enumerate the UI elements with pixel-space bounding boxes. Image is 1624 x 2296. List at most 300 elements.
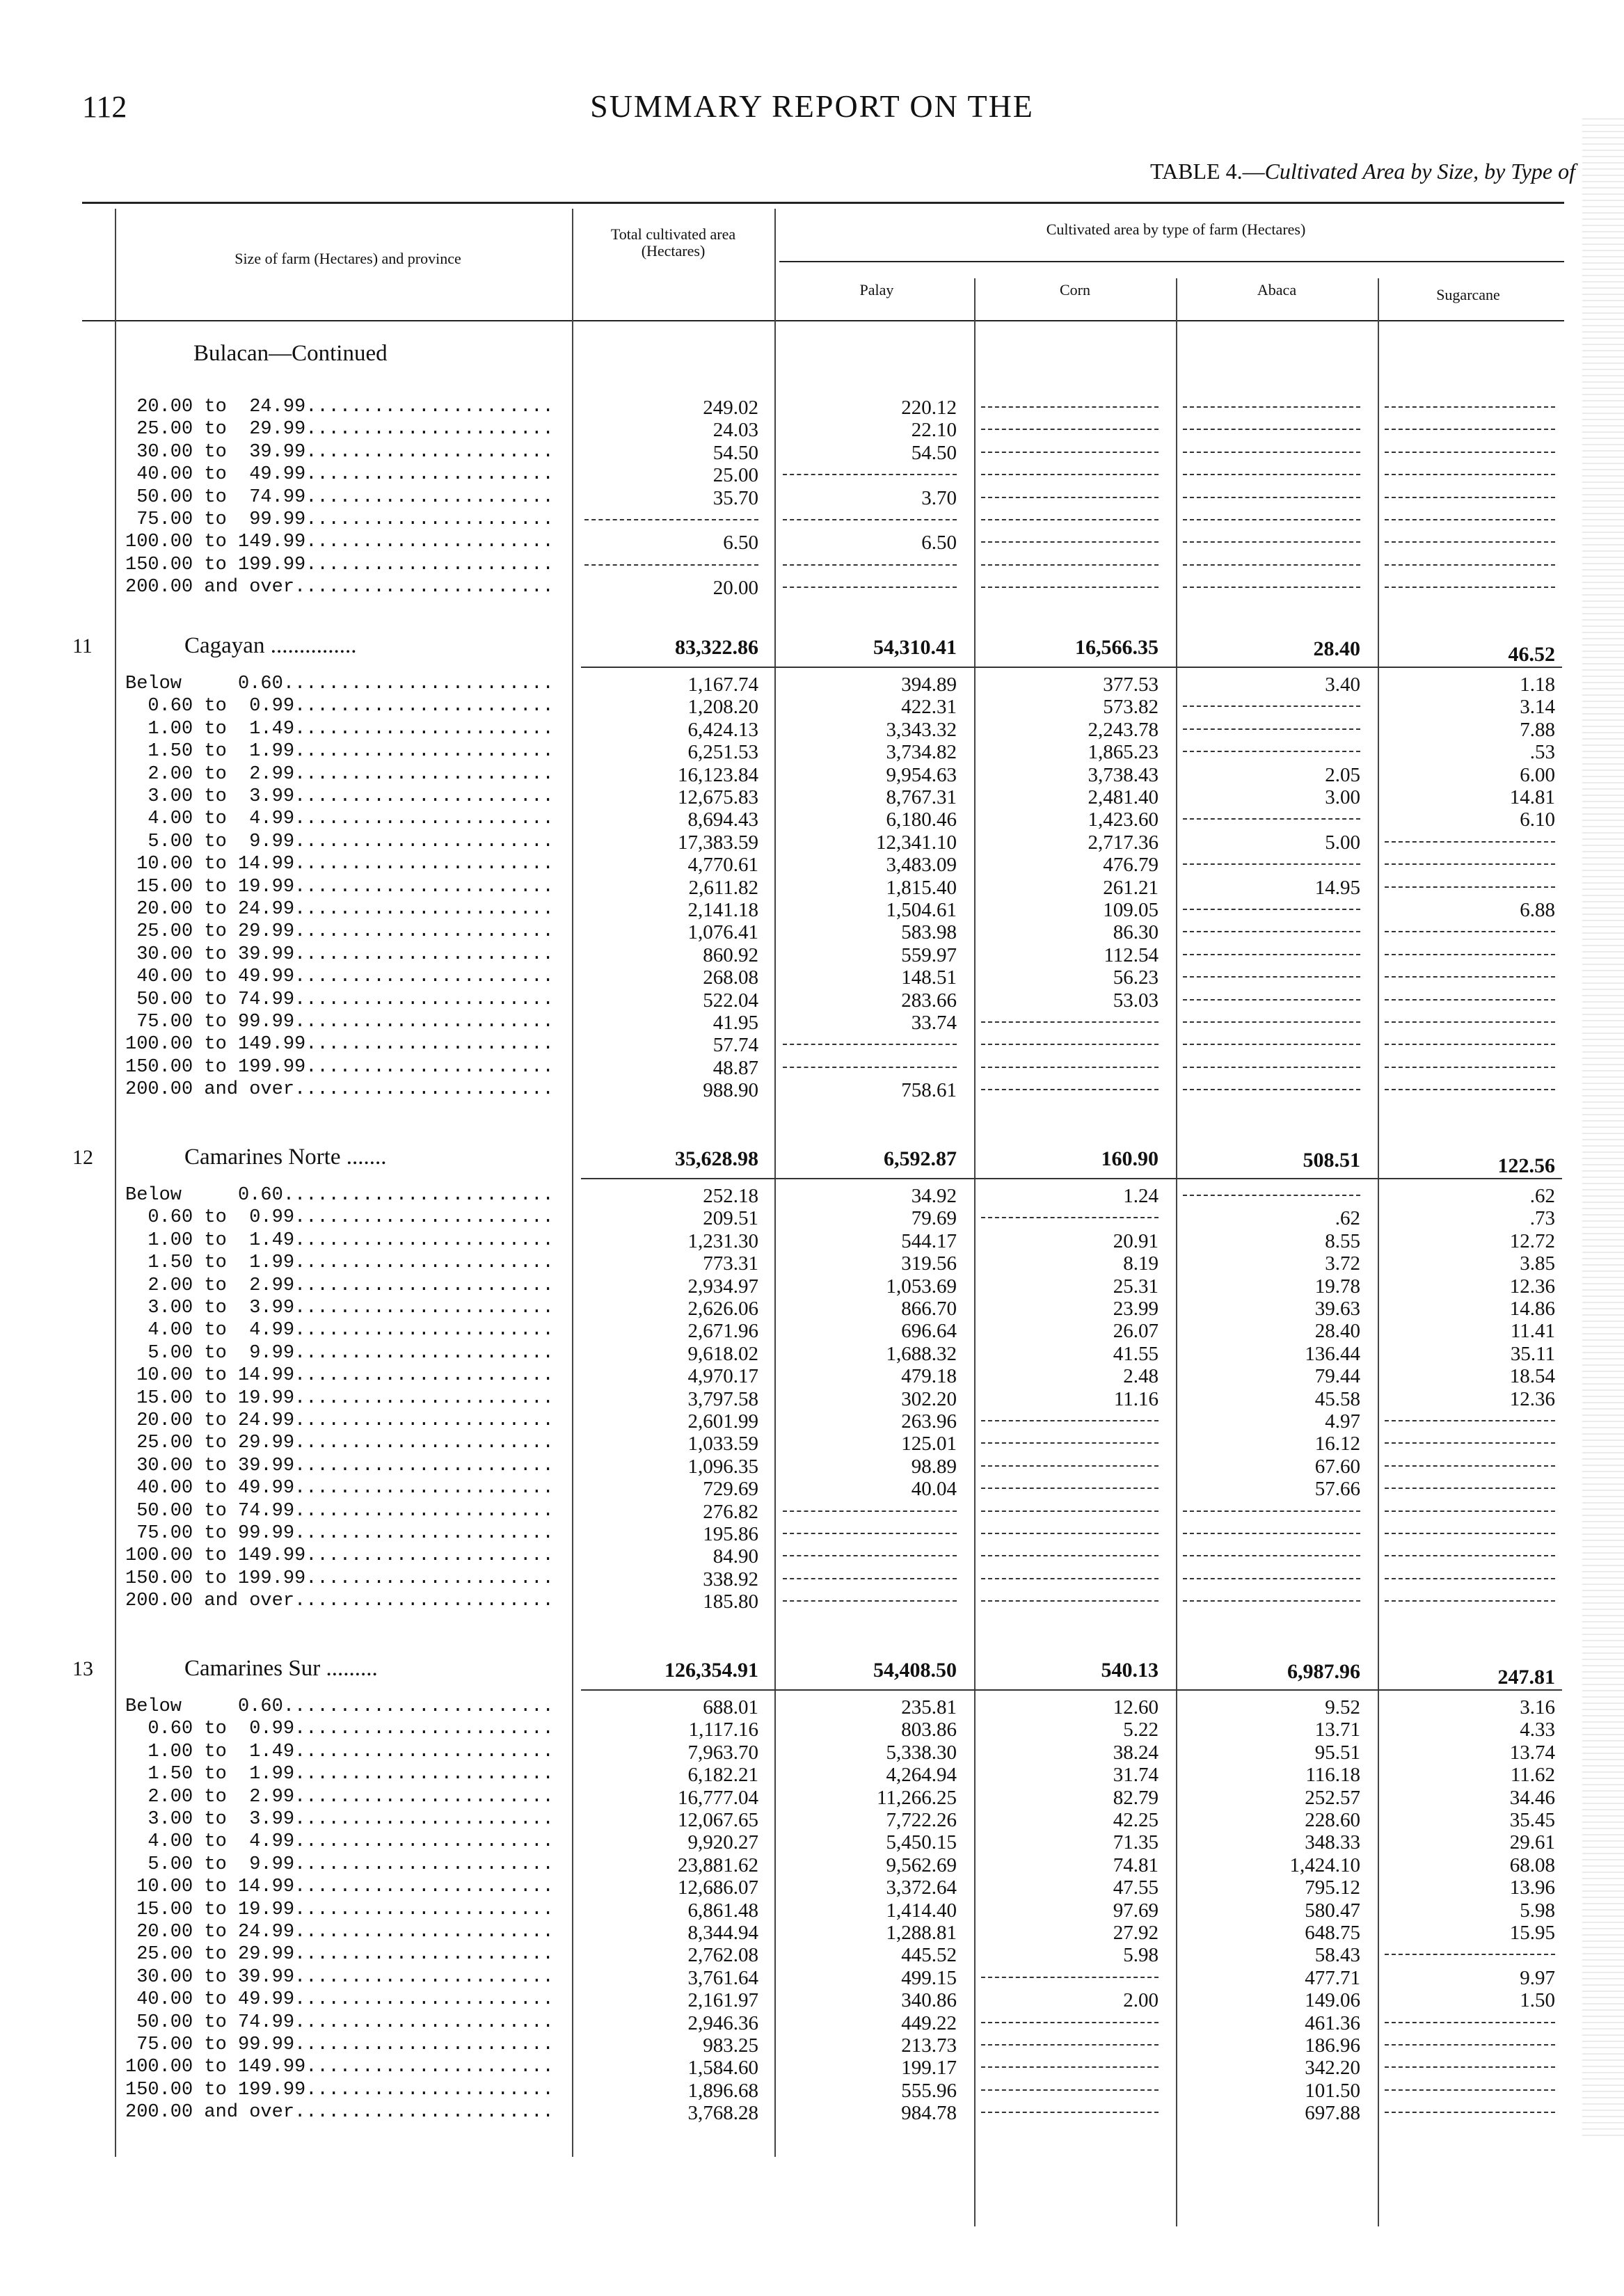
cell-value: 22.10 xyxy=(911,419,957,442)
empty-cell-leader xyxy=(1385,429,1555,430)
empty-cell-leader xyxy=(783,1555,957,1556)
cell-value: 148.51 xyxy=(901,966,957,989)
cell-value: .53 xyxy=(1529,741,1555,764)
section-number: 13 xyxy=(72,1657,93,1680)
empty-cell-leader xyxy=(1183,474,1360,475)
cell-value: 2,161.97 xyxy=(687,1989,758,2012)
row-size-label: 4.00 to 4.99....................... xyxy=(125,808,554,830)
empty-cell-leader xyxy=(981,1488,1159,1489)
row-size-label: 75.00 to 99.99....................... xyxy=(125,1012,554,1033)
cell-value: 729.69 xyxy=(703,1478,758,1501)
row-size-label: 4.00 to 4.99....................... xyxy=(125,1831,554,1853)
table-row xyxy=(0,1320,1624,1342)
row-size-label: 1.50 to 1.99....................... xyxy=(125,741,554,763)
cell-value: 16.12 xyxy=(1314,1433,1360,1456)
row-size-label: 100.00 to 149.99...................... xyxy=(125,2057,554,2078)
cell-value: 26.07 xyxy=(1113,1320,1159,1343)
empty-cell-leader xyxy=(1385,1465,1555,1467)
table-row xyxy=(0,1501,1624,1523)
row-size-label: 40.00 to 49.99....................... xyxy=(125,1478,554,1499)
empty-cell-leader xyxy=(981,1465,1159,1467)
section-total-value: 16,566.35 xyxy=(1075,636,1159,659)
cell-value: 3.16 xyxy=(1520,1696,1555,1719)
table-row xyxy=(0,673,1624,696)
cell-value: 461.36 xyxy=(1305,2011,1360,2034)
cell-value: 476.79 xyxy=(1103,854,1159,877)
table-row xyxy=(0,2034,1624,2057)
cell-value: 2,934.97 xyxy=(687,1275,758,1298)
col-header-abaca: Abaca xyxy=(1257,281,1297,298)
cell-value: 6.50 xyxy=(921,532,957,555)
row-size-label: 25.00 to 29.99....................... xyxy=(125,921,554,943)
cell-value: 2.05 xyxy=(1325,763,1360,786)
empty-cell-leader xyxy=(1385,587,1555,588)
cell-value: 45.58 xyxy=(1314,1387,1360,1410)
table-row xyxy=(0,899,1624,921)
row-size-label: 2.00 to 2.99....................... xyxy=(125,1786,554,1808)
cell-value: 6,182.21 xyxy=(687,1764,758,1787)
row-size-label: 200.00 and over....................... xyxy=(125,577,554,598)
scan-edge-noise xyxy=(1582,118,1624,2136)
section-total-value: 54,408.50 xyxy=(873,1659,957,1682)
empty-cell-leader xyxy=(1385,2044,1555,2046)
cell-value: 14.95 xyxy=(1314,876,1360,899)
table-row xyxy=(0,1787,1624,1809)
table-row xyxy=(0,1034,1624,1056)
section-total-value: 508.51 xyxy=(1303,1149,1360,1172)
cell-value: 1,231.30 xyxy=(687,1229,758,1252)
cell-value: 54.50 xyxy=(713,441,758,464)
empty-cell-leader xyxy=(1183,587,1360,588)
cell-value: 3.00 xyxy=(1325,786,1360,808)
cell-value: 97.69 xyxy=(1113,1899,1159,1922)
row-size-label: 10.00 to 14.99....................... xyxy=(125,1876,554,1898)
col-header-size: Size of farm (Hectares) and province xyxy=(234,250,461,267)
cell-value: 23,881.62 xyxy=(678,1853,758,1876)
cell-value: 422.31 xyxy=(901,696,957,719)
header-bottom-rule xyxy=(82,320,1564,321)
row-size-label: 40.00 to 49.99....................... xyxy=(125,1989,554,2011)
cell-value: 348.33 xyxy=(1305,1831,1360,1854)
cell-value: 38.24 xyxy=(1113,1741,1159,1764)
table-top-rule xyxy=(82,202,1564,204)
cell-value: 17,383.59 xyxy=(678,831,758,854)
cell-value: 449.22 xyxy=(901,2011,957,2034)
table-row xyxy=(0,764,1624,786)
group-header-rule xyxy=(779,261,1564,262)
empty-cell-leader xyxy=(1385,452,1555,453)
empty-cell-leader xyxy=(1183,1578,1360,1579)
cell-value: 803.86 xyxy=(901,1719,957,1741)
empty-cell-leader xyxy=(981,1067,1159,1068)
col-header-sugarcane: Sugarcane xyxy=(1436,286,1500,303)
cell-value: 25.00 xyxy=(713,464,758,487)
row-size-label: 0.60 to 0.99....................... xyxy=(125,696,554,717)
cell-value: 101.50 xyxy=(1305,2079,1360,2102)
cell-value: 31.74 xyxy=(1113,1764,1159,1787)
empty-cell-leader xyxy=(1385,863,1555,865)
section-total-value: 54,310.41 xyxy=(873,636,957,659)
empty-cell-leader xyxy=(783,1600,957,1602)
empty-cell-leader xyxy=(981,519,1159,520)
cell-value: 3,768.28 xyxy=(687,2102,758,2125)
table-row xyxy=(0,854,1624,876)
table-row xyxy=(0,1252,1624,1275)
cell-value: 394.89 xyxy=(901,673,957,696)
row-size-label: 1.00 to 1.49....................... xyxy=(125,1741,554,1762)
cell-value: 1,167.74 xyxy=(687,673,758,696)
cell-value: 276.82 xyxy=(703,1500,758,1523)
cell-value: 27.92 xyxy=(1113,1922,1159,1944)
empty-cell-leader xyxy=(1385,1442,1555,1444)
cell-value: 35.11 xyxy=(1510,1342,1555,1365)
cell-value: 2,481.40 xyxy=(1088,786,1159,808)
empty-cell-leader xyxy=(981,452,1159,453)
col-header-group: Cultivated area by type of farm (Hectares) xyxy=(1046,221,1306,238)
cell-value: 39.63 xyxy=(1314,1298,1360,1320)
section-total-value: 35,628.98 xyxy=(675,1147,758,1170)
row-size-label: 20.00 to 24.99....................... xyxy=(125,1922,554,1943)
cell-value: 82.79 xyxy=(1113,1786,1159,1809)
cell-value: 6.50 xyxy=(723,532,758,555)
empty-cell-leader xyxy=(1385,999,1555,1000)
cell-value: 866.70 xyxy=(901,1298,957,1320)
cell-value: 1,117.16 xyxy=(688,1719,758,1741)
empty-cell-leader xyxy=(981,1600,1159,1602)
cell-value: 13.74 xyxy=(1509,1741,1555,1764)
empty-cell-leader xyxy=(1385,1533,1555,1534)
empty-cell-leader xyxy=(783,1044,957,1045)
empty-cell-leader xyxy=(1183,976,1360,978)
cell-value: 54.50 xyxy=(911,441,957,464)
table-row xyxy=(0,1719,1624,1741)
cell-value: 5,338.30 xyxy=(886,1741,957,1764)
cell-value: 2,243.78 xyxy=(1088,718,1159,741)
table-row xyxy=(0,1922,1624,1944)
cell-value: 573.82 xyxy=(1103,696,1159,719)
row-size-label: 3.00 to 3.99....................... xyxy=(125,786,554,807)
table-row xyxy=(0,1456,1624,1478)
empty-cell-leader xyxy=(981,1217,1159,1218)
cell-value: 1,053.69 xyxy=(886,1275,957,1298)
row-size-label: 100.00 to 149.99...................... xyxy=(125,1545,554,1567)
cell-value: 1,288.81 xyxy=(886,1922,957,1944)
row-size-label: Below 0.60........................ xyxy=(125,1696,554,1717)
cell-value: 773.31 xyxy=(703,1252,758,1275)
cell-value: 860.92 xyxy=(703,943,758,966)
table-row xyxy=(0,509,1624,532)
empty-cell-leader xyxy=(981,1044,1159,1045)
cell-value: 1.50 xyxy=(1520,1989,1555,2012)
cell-value: 109.05 xyxy=(1103,899,1159,921)
table-row xyxy=(0,1185,1624,1207)
empty-cell-leader xyxy=(783,564,957,566)
cell-value: 186.96 xyxy=(1305,2034,1360,2057)
cell-value: 477.71 xyxy=(1305,1966,1360,1989)
cell-value: .73 xyxy=(1529,1207,1555,1230)
empty-cell-leader xyxy=(1183,751,1360,752)
table-row xyxy=(0,1944,1624,1966)
cell-value: 86.30 xyxy=(1113,921,1159,944)
row-size-label: 50.00 to 74.99...................... xyxy=(125,486,554,508)
table-row xyxy=(0,989,1624,1012)
running-head: SUMMARY REPORT ON THE xyxy=(590,88,1034,124)
table-row xyxy=(0,1433,1624,1455)
cell-value: 1,865.23 xyxy=(1088,741,1159,764)
cell-value: .62 xyxy=(1335,1207,1360,1230)
row-size-label: 2.00 to 2.99....................... xyxy=(125,1275,554,1296)
col-header-total: Total cultivated area (Hectares) xyxy=(610,225,736,260)
cell-value: 16,777.04 xyxy=(678,1786,758,1809)
cell-value: 984.78 xyxy=(901,2102,957,2125)
cell-value: 11.41 xyxy=(1510,1320,1555,1343)
row-size-label: 150.00 to 199.99...................... xyxy=(125,1568,554,1589)
empty-cell-leader xyxy=(1385,841,1555,843)
cell-value: 2,141.18 xyxy=(687,899,758,921)
cell-value: 544.17 xyxy=(901,1229,957,1252)
cell-value: 71.35 xyxy=(1113,1831,1159,1854)
cell-value: 12,067.65 xyxy=(678,1809,758,1831)
table-row xyxy=(0,2057,1624,2079)
table-row xyxy=(0,464,1624,486)
cell-value: 24.03 xyxy=(713,419,758,442)
cell-value: 1,688.32 xyxy=(886,1342,957,1365)
cell-value: 12.36 xyxy=(1509,1275,1555,1298)
row-size-label: 30.00 to 39.99....................... xyxy=(125,1455,554,1476)
empty-cell-leader xyxy=(1183,818,1360,820)
empty-cell-leader xyxy=(1385,1600,1555,1602)
table-row xyxy=(0,1275,1624,1298)
empty-cell-leader xyxy=(981,429,1159,430)
table-row xyxy=(0,2012,1624,2034)
cell-value: 5.22 xyxy=(1123,1719,1159,1741)
row-size-label: 20.00 to 24.99....................... xyxy=(125,899,554,920)
cell-value: 13.71 xyxy=(1314,1719,1360,1741)
row-size-label: 150.00 to 199.99...................... xyxy=(125,1056,554,1078)
table-row xyxy=(0,741,1624,763)
empty-cell-leader xyxy=(981,1578,1159,1579)
table-row xyxy=(0,921,1624,943)
empty-cell-leader xyxy=(981,1533,1159,1534)
row-size-label: 100.00 to 149.99...................... xyxy=(125,532,554,553)
table-row xyxy=(0,966,1624,989)
empty-cell-leader xyxy=(981,1420,1159,1421)
cell-value: 2,601.99 xyxy=(687,1410,758,1433)
empty-cell-leader xyxy=(1385,886,1555,888)
cell-value: 342.20 xyxy=(1305,2057,1360,2080)
table-row xyxy=(0,1230,1624,1252)
cell-value: 268.08 xyxy=(703,966,758,989)
table-row xyxy=(0,696,1624,718)
empty-cell-leader xyxy=(1385,1021,1555,1023)
cell-value: 58.43 xyxy=(1314,1944,1360,1967)
empty-cell-leader xyxy=(1183,406,1360,408)
cell-value: 12.72 xyxy=(1509,1229,1555,1252)
section-name: Cagayan ............... xyxy=(184,633,357,658)
empty-cell-leader xyxy=(981,564,1159,566)
row-size-label: Below 0.60........................ xyxy=(125,673,554,694)
empty-cell-leader xyxy=(1385,474,1555,475)
empty-cell-leader xyxy=(1183,1510,1360,1512)
table-caption-prefix: TABLE 4.— xyxy=(1150,159,1265,184)
cell-value: 40.04 xyxy=(911,1478,957,1501)
cell-value: 9,954.63 xyxy=(886,763,957,786)
cell-value: 1,896.68 xyxy=(687,2079,758,2102)
empty-cell-leader xyxy=(1385,406,1555,408)
empty-cell-leader xyxy=(1183,1089,1360,1090)
table-row xyxy=(0,577,1624,599)
table-row xyxy=(0,397,1624,419)
cell-value: 1.24 xyxy=(1123,1185,1159,1207)
empty-cell-leader xyxy=(1183,541,1360,543)
cell-value: 555.96 xyxy=(901,2079,957,2102)
cell-value: 5.98 xyxy=(1123,1944,1159,1967)
cell-value: 697.88 xyxy=(1305,2102,1360,2125)
table-row xyxy=(0,1831,1624,1853)
empty-cell-leader xyxy=(981,2022,1159,2023)
table-row xyxy=(0,944,1624,966)
empty-cell-leader xyxy=(981,2044,1159,2046)
cell-value: 57.66 xyxy=(1314,1478,1360,1501)
table-row xyxy=(0,1764,1624,1786)
cell-value: 2,626.06 xyxy=(687,1298,758,1320)
cell-value: 479.18 xyxy=(901,1365,957,1388)
cell-value: 12,686.07 xyxy=(678,1876,758,1899)
cell-value: 42.25 xyxy=(1113,1809,1159,1831)
cell-value: 7.88 xyxy=(1520,718,1555,741)
row-size-label: 1.00 to 1.49....................... xyxy=(125,718,554,740)
cell-value: 7,963.70 xyxy=(687,1741,758,1764)
cell-value: 499.15 xyxy=(901,1966,957,1989)
cell-value: 28.40 xyxy=(1314,1320,1360,1343)
table-row xyxy=(0,532,1624,554)
cell-value: 6,861.48 xyxy=(687,1899,758,1922)
empty-cell-leader xyxy=(981,2112,1159,2113)
table-row xyxy=(0,1057,1624,1079)
row-size-label: 75.00 to 99.99...................... xyxy=(125,509,554,530)
cell-value: 2,717.36 xyxy=(1088,831,1159,854)
cell-value: 3,372.64 xyxy=(886,1876,957,1899)
empty-cell-leader xyxy=(1183,1044,1360,1045)
table-row xyxy=(0,786,1624,808)
row-size-label: 50.00 to 74.99....................... xyxy=(125,2011,554,2033)
empty-cell-leader xyxy=(981,1089,1159,1090)
cell-value: 9.52 xyxy=(1325,1696,1360,1719)
section-total-value: 6,592.87 xyxy=(884,1147,957,1170)
cell-value: 68.08 xyxy=(1509,1853,1555,1876)
section-total-rule xyxy=(581,1689,1562,1691)
cell-value: 252.18 xyxy=(703,1185,758,1207)
cell-value: 252.57 xyxy=(1305,1786,1360,1809)
empty-cell-leader xyxy=(1183,909,1360,910)
table-row xyxy=(0,442,1624,464)
cell-value: 2.00 xyxy=(1123,1989,1159,2012)
cell-value: 445.52 xyxy=(901,1944,957,1967)
cell-value: 988.90 xyxy=(703,1079,758,1102)
cell-value: 3,738.43 xyxy=(1088,763,1159,786)
cell-value: 319.56 xyxy=(901,1252,957,1275)
table-row xyxy=(0,1478,1624,1500)
table-row xyxy=(0,487,1624,509)
cell-value: 5.00 xyxy=(1325,831,1360,854)
cell-value: 4.33 xyxy=(1520,1719,1555,1741)
cell-value: 12,675.83 xyxy=(678,786,758,808)
empty-cell-leader xyxy=(783,519,957,520)
cell-value: 1,414.40 xyxy=(886,1899,957,1922)
cell-value: 3,343.32 xyxy=(886,718,957,741)
empty-cell-leader xyxy=(783,1067,957,1068)
cell-value: 67.60 xyxy=(1314,1455,1360,1478)
cell-value: 1,504.61 xyxy=(886,899,957,921)
empty-cell-leader xyxy=(1385,1954,1555,1955)
cell-value: 35.70 xyxy=(713,486,758,509)
cell-value: 34.92 xyxy=(911,1185,957,1207)
empty-cell-leader xyxy=(1183,999,1360,1000)
empty-cell-leader xyxy=(1385,519,1555,520)
row-size-label: 1.00 to 1.49....................... xyxy=(125,1229,554,1251)
row-size-label: 10.00 to 14.99....................... xyxy=(125,854,554,875)
cell-value: 1,208.20 xyxy=(687,696,758,719)
row-size-label: 25.00 to 29.99...................... xyxy=(125,419,554,440)
table-row xyxy=(0,555,1624,577)
cell-value: 56.23 xyxy=(1113,966,1159,989)
row-size-label: 5.00 to 9.99....................... xyxy=(125,831,554,852)
cell-value: 34.46 xyxy=(1509,1786,1555,1809)
cell-value: 795.12 xyxy=(1305,1876,1360,1899)
empty-cell-leader xyxy=(1183,519,1360,520)
cell-value: 1,423.60 xyxy=(1088,808,1159,831)
col-header-corn: Corn xyxy=(1060,281,1090,298)
cell-value: 1,033.59 xyxy=(687,1433,758,1456)
empty-cell-leader xyxy=(1385,2112,1555,2113)
cell-value: 3.40 xyxy=(1325,673,1360,696)
cell-value: 13.96 xyxy=(1509,1876,1555,1899)
empty-cell-leader xyxy=(783,474,957,475)
table-row xyxy=(0,1741,1624,1764)
cell-value: 2,671.96 xyxy=(687,1320,758,1343)
cell-value: 583.98 xyxy=(901,921,957,944)
row-size-label: 2.00 to 2.99....................... xyxy=(125,763,554,785)
row-size-label: 40.00 to 49.99....................... xyxy=(125,966,554,988)
table-row xyxy=(0,1365,1624,1387)
table-row xyxy=(0,1298,1624,1320)
cell-value: 3.70 xyxy=(921,486,957,509)
cell-value: 6.10 xyxy=(1520,808,1555,831)
section-total-value: 28.40 xyxy=(1313,637,1360,660)
cell-value: 79.69 xyxy=(911,1207,957,1230)
empty-cell-leader xyxy=(981,1021,1159,1023)
cell-value: 2,762.08 xyxy=(687,1944,758,1967)
empty-cell-leader xyxy=(1385,954,1555,955)
empty-cell-leader xyxy=(981,2066,1159,2068)
cell-value: 15.95 xyxy=(1509,1922,1555,1944)
cell-value: 8.19 xyxy=(1123,1252,1159,1275)
row-size-label: 10.00 to 14.99....................... xyxy=(125,1365,554,1387)
cell-value: 5.98 xyxy=(1520,1899,1555,1922)
cell-value: 20.00 xyxy=(713,577,758,600)
row-size-label: 3.00 to 3.99....................... xyxy=(125,1298,554,1318)
empty-cell-leader xyxy=(1385,1510,1555,1512)
empty-cell-leader xyxy=(1385,1578,1555,1579)
cell-value: 6.00 xyxy=(1520,763,1555,786)
cell-value: 9.97 xyxy=(1520,1966,1555,1989)
row-size-label: 30.00 to 39.99....................... xyxy=(125,1966,554,1988)
table-row xyxy=(0,1388,1624,1410)
cell-value: 95.51 xyxy=(1314,1741,1360,1764)
cell-value: 199.17 xyxy=(901,2057,957,2080)
cell-value: 20.91 xyxy=(1113,1229,1159,1252)
cell-value: 209.51 xyxy=(703,1207,758,1230)
